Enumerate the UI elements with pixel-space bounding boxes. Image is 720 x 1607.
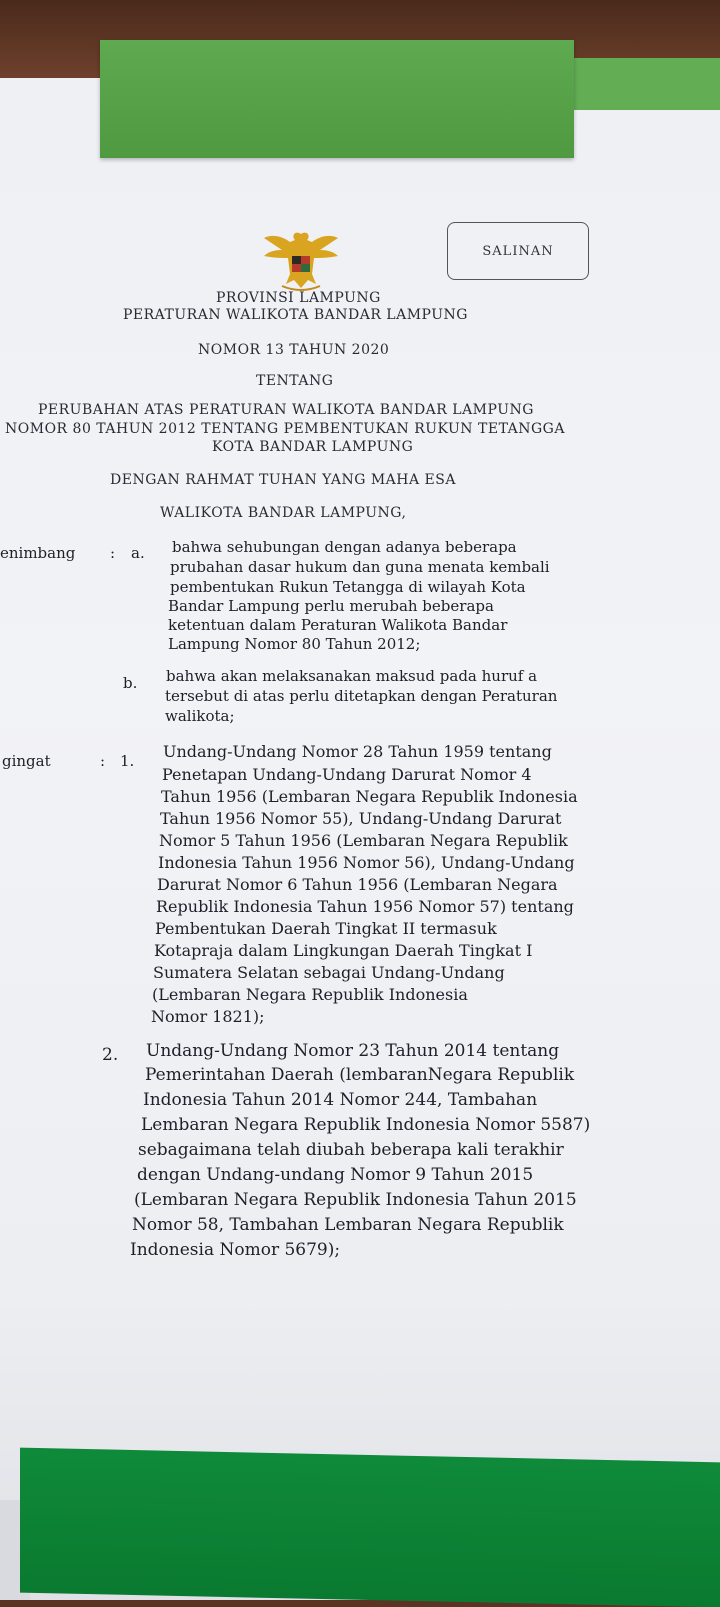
regulation-number: NOMOR 13 TAHUN 2020: [198, 342, 390, 358]
salinan-label: SALINAN: [482, 243, 554, 259]
mengingat-1-line: Pembentukan Daerah Tingkat II termasuk: [155, 919, 497, 938]
mengingat-2-line: dengan Undang-undang Nomor 9 Tahun 2015: [137, 1165, 534, 1185]
mengingat-1-line: Undang-Undang Nomor 28 Tahun 1959 tentang: [163, 742, 552, 761]
tentang-heading: TENTANG: [256, 373, 334, 389]
mengingat-2-line: Indonesia Nomor 5679);: [130, 1240, 341, 1260]
regulation-title: PERATURAN WALIKOTA BANDAR LAMPUNG: [123, 307, 468, 323]
menimbang-b-line: tersebut di atas perlu ditetapkan dengan Peraturan: [165, 687, 558, 705]
subject-line: PERUBAHAN ATAS PERATURAN WALIKOTA BANDAR LAMPUNG: [38, 402, 534, 418]
mengingat-2-line: Nomor 58, Tambahan Lembaran Negara Republik: [132, 1215, 564, 1235]
menimbang-b-line: walikota;: [165, 707, 235, 725]
mengingat-colon: :: [100, 752, 106, 770]
menimbang-b-line: bahwa akan melaksanakan maksud pada huruf a: [166, 667, 538, 685]
mengingat-1-line: Indonesia Tahun 1956 Nomor 56), Undang-Undang: [158, 853, 575, 872]
mengingat-1-line: Nomor 5 Tahun 1956 (Lembaran Negara Republik: [159, 831, 568, 850]
menimbang-colon: :: [110, 544, 116, 562]
mayor-heading: WALIKOTA BANDAR LAMPUNG,: [160, 505, 407, 521]
garuda-pancasila-emblem-icon: [262, 228, 340, 294]
mengingat-1-line: Darurat Nomor 6 Tahun 1956 (Lembaran Negara: [157, 875, 558, 894]
item-marker: 1.: [120, 752, 135, 770]
mengingat-1-line: Kotapraja dalam Lingkungan Daerah Tingkat I: [154, 941, 533, 960]
mengingat-1-line: Nomor 1821);: [151, 1007, 265, 1026]
salinan-stamp: [447, 222, 589, 280]
menimbang-label: enimbang: [0, 544, 76, 562]
menimbang-a-line: Lampung Nomor 80 Tahun 2012;: [168, 635, 421, 653]
menimbang-a-line: bahwa sehubungan dengan adanya beberapa: [172, 538, 517, 556]
mengingat-2-line: Undang-Undang Nomor 23 Tahun 2014 tentang: [146, 1041, 560, 1061]
mengingat-1-line: Tahun 1956 Nomor 55), Undang-Undang Darurat: [160, 809, 562, 828]
green-tape-top-right: [570, 58, 720, 110]
mengingat-1-line: Tahun 1956 (Lembaran Negara Republik Indonesia: [161, 787, 578, 806]
menimbang-a-line: pembentukan Rukun Tetangga di wilayah Kota: [170, 578, 526, 596]
subject-line: KOTA BANDAR LAMPUNG: [212, 439, 414, 455]
item-marker: a.: [131, 544, 145, 562]
mengingat-1-line: Penetapan Undang-Undang Darurat Nomor 4: [162, 765, 532, 784]
menimbang-a-line: prubahan dasar hukum dan guna menata kembali: [170, 558, 550, 576]
mengingat-2-line: Lembaran Negara Republik Indonesia Nomor 5587): [141, 1115, 591, 1135]
mengingat-2-line: Pemerintahan Daerah (lembaranNegara Republik: [145, 1065, 575, 1085]
green-tape-top: [100, 40, 574, 158]
menimbang-a-line: ketentuan dalam Peraturan Walikota Bandar: [168, 616, 508, 634]
province-title: PROVINSI LAMPUNG: [216, 290, 381, 306]
item-marker: 2.: [102, 1045, 119, 1065]
mengingat-2-line: sebagaimana telah diubah beberapa kali terakhir: [138, 1140, 564, 1160]
subject-line: NOMOR 80 TAHUN 2012 TENTANG PEMBENTUKAN RUKUN TETANGGA: [5, 421, 565, 437]
mengingat-1-line: Republik Indonesia Tahun 1956 Nomor 57) tentang: [156, 897, 574, 916]
item-marker: b.: [123, 674, 138, 692]
grace-phrase: DENGAN RAHMAT TUHAN YANG MAHA ESA: [110, 472, 456, 488]
green-tape-bottom: [20, 1448, 720, 1607]
mengingat-2-line: Indonesia Tahun 2014 Nomor 244, Tambahan: [143, 1090, 538, 1110]
mengingat-1-line: Sumatera Selatan sebagai Undang-Undang: [153, 963, 505, 982]
mengingat-label: gingat: [2, 752, 51, 770]
mengingat-1-line: (Lembaran Negara Republik Indonesia: [152, 985, 468, 1004]
mengingat-2-line: (Lembaran Negara Republik Indonesia Tahun 2015: [134, 1190, 577, 1210]
menimbang-a-line: Bandar Lampung perlu merubah beberapa: [168, 597, 494, 615]
